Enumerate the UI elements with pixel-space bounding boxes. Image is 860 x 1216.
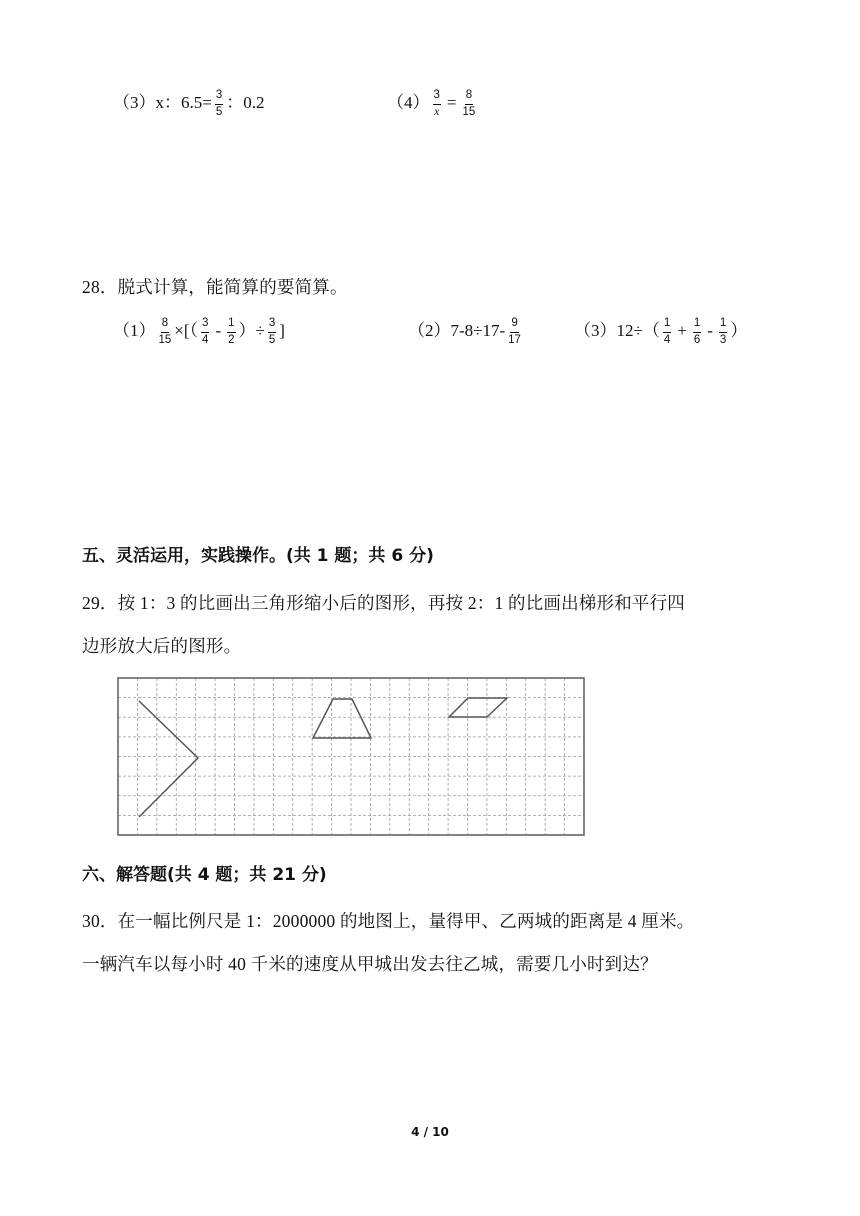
fraction: $\frac{8}{15}$ bbox=[158, 317, 172, 346]
expression-text: ×[（ bbox=[174, 321, 199, 340]
fraction: $\frac{1}{3}$ bbox=[719, 317, 727, 346]
fraction: $\frac{3}{5}$ bbox=[215, 89, 223, 118]
grid-lines bbox=[118, 678, 584, 835]
section-5-heading: 五、灵活运用，实践操作。(共 1 题；共 6 分) bbox=[82, 546, 434, 566]
fraction: $\frac{3}{5}$ bbox=[268, 317, 276, 346]
q30-line1: 30．在一幅比例尺是 1：2000000 的地图上，量得甲、乙两城的距离是 4 厘米。 bbox=[82, 911, 695, 931]
minus-sign: - bbox=[707, 321, 713, 340]
expression-text: ） bbox=[730, 321, 748, 340]
q28-part2-label: （2）7-8÷17- bbox=[408, 321, 506, 340]
q27-part3-label: （3）x：6.5= bbox=[113, 93, 212, 112]
expression-text: ）÷ bbox=[238, 321, 265, 340]
q27-part3-tail: ：0.2 bbox=[226, 93, 265, 112]
q27-part4-label: （4） bbox=[387, 93, 430, 112]
trapezoid-shape bbox=[313, 699, 371, 738]
q28-title: 28．脱式计算，能简算的要简算。 bbox=[82, 277, 348, 297]
fraction: $\frac{1}{4}$ bbox=[663, 317, 671, 346]
fraction: $\frac{1}{6}$ bbox=[693, 317, 701, 346]
minus-sign: - bbox=[215, 321, 222, 340]
q29-line1: 29．按 1：3 的比画出三角形缩小后的图形，再按 2：1 的比画出梯形和平行四 bbox=[82, 593, 685, 613]
q30-line2: 一辆汽车以每小时 40 千米的速度从甲城出发去往乙城，需要几小时到达？ bbox=[82, 954, 658, 974]
fraction: $\frac{3}{x}$ bbox=[433, 89, 440, 118]
fraction: $\frac{1}{2}$ bbox=[228, 317, 235, 346]
q28-part1-label: （1） bbox=[113, 321, 156, 340]
expression-text: ] bbox=[279, 321, 285, 340]
q29-line2: 边形放大后的图形。 bbox=[82, 636, 242, 656]
fraction: $\frac{9}{17}$ bbox=[508, 317, 521, 346]
q28-part3-label: （3）12÷（ bbox=[574, 321, 660, 340]
fraction: $\frac{8}{15}$ bbox=[462, 89, 476, 118]
equals-sign: = bbox=[446, 93, 457, 112]
fraction: $\frac{3}{4}$ bbox=[202, 317, 209, 346]
triangle-shape bbox=[139, 701, 198, 817]
plus-sign: + bbox=[677, 321, 687, 340]
parallelogram-shape bbox=[449, 698, 507, 717]
page-number: 4 / 10 bbox=[411, 1125, 449, 1139]
section-6-heading: 六、解答题(共 4 题；共 21 分) bbox=[82, 865, 327, 885]
